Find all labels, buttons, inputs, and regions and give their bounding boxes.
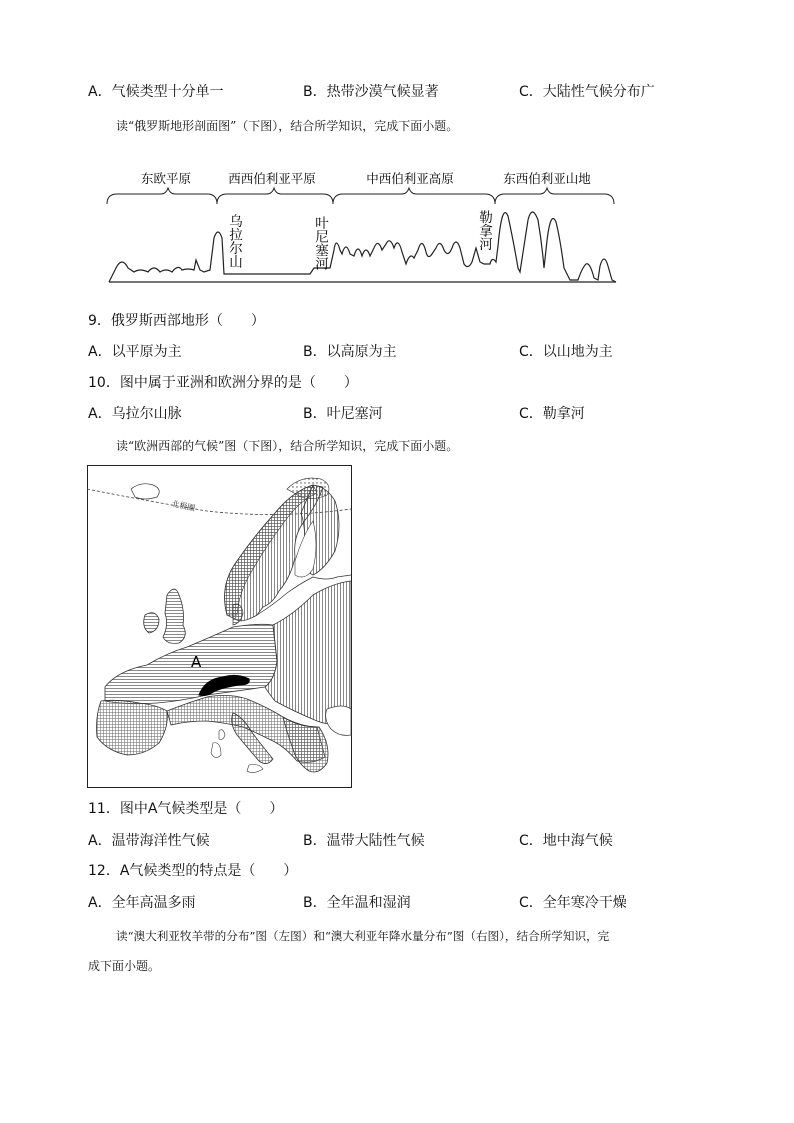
q12-option-a: A．全年高温多雨: [88, 895, 196, 911]
yenisei-label: [312, 216, 329, 271]
europe-climate-map: [87, 465, 352, 788]
iceland: [131, 484, 159, 499]
profile-brace-4: [495, 188, 614, 204]
q9-option-a: A．以平原为主: [88, 344, 182, 360]
intro-map: 读“欧洲西部的气候”图（下图），结合所学知识，完成下面小题。: [116, 439, 459, 453]
ural-label: [226, 214, 243, 269]
q10-stem: 10．图中属于亚洲和欧洲分界的是（ ）: [88, 375, 358, 391]
profile-region-1: 东欧平原: [140, 171, 192, 186]
q8-option-c: C．大陆性气候分布广: [519, 84, 655, 100]
q8-option-a: A．气候类型十分单一: [88, 84, 224, 100]
terrain-line: [109, 212, 616, 282]
profile-brace-3: [333, 188, 495, 204]
profile-region-4: 东西伯利亚山地: [503, 171, 591, 186]
q10-option-a: A．乌拉尔山脉: [88, 406, 182, 422]
intro-profile: 读“俄罗斯地形剖面图”（下图），结合所学知识，完成下面小题。: [116, 119, 459, 133]
q11-stem: 11．图中A气候类型是（ ）: [88, 801, 284, 817]
russia-profile-figure: [104, 164, 624, 288]
q11-option-a: A．温带海洋性气候: [88, 833, 210, 849]
svg-text:乌拉尔山: 乌拉尔山: [226, 214, 242, 268]
profile-region-2: 西西伯利亚平原: [228, 171, 316, 186]
profile-brace-1: [107, 188, 217, 204]
svg-text:叶尼塞河: 叶尼塞河: [312, 216, 328, 270]
q12-option-b: B．全年温和湿润: [303, 895, 411, 911]
q10-option-b: B．叶尼塞河: [303, 406, 383, 422]
q11-option-c: C．地中海气候: [519, 833, 613, 849]
q10-option-c: C．勒拿河: [519, 406, 585, 422]
lena-label: [476, 209, 493, 251]
q9-stem: 9．俄罗斯西部地形（ ）: [88, 313, 265, 329]
q11-option-b: B．温带大陆性气候: [303, 833, 425, 849]
intro-australia-line2: 成下面小题。: [88, 959, 161, 973]
profile-region-3: 中西伯利亚高原: [366, 171, 454, 186]
intro-australia-line1: 读“澳大利亚牧羊带的分布”图（左图）和“澳大利亚年降水量分布”图（右图），结合所学知识，完: [116, 929, 610, 943]
q8-option-b: B．热带沙漠气候显著: [303, 84, 439, 100]
q9-option-c: C．以山地为主: [519, 344, 613, 360]
svg-text:勒拿河: 勒拿河: [476, 210, 492, 251]
q9-option-b: B．以高原为主: [303, 344, 397, 360]
climate-label-a: A: [191, 653, 202, 671]
arctic-circle-label: 北极圈: [170, 499, 196, 513]
q12-option-c: C．全年寒冷干燥: [519, 895, 627, 911]
q12-stem: 12．A气候类型的特点是（ ）: [88, 863, 298, 879]
profile-brace-2: [217, 188, 333, 204]
